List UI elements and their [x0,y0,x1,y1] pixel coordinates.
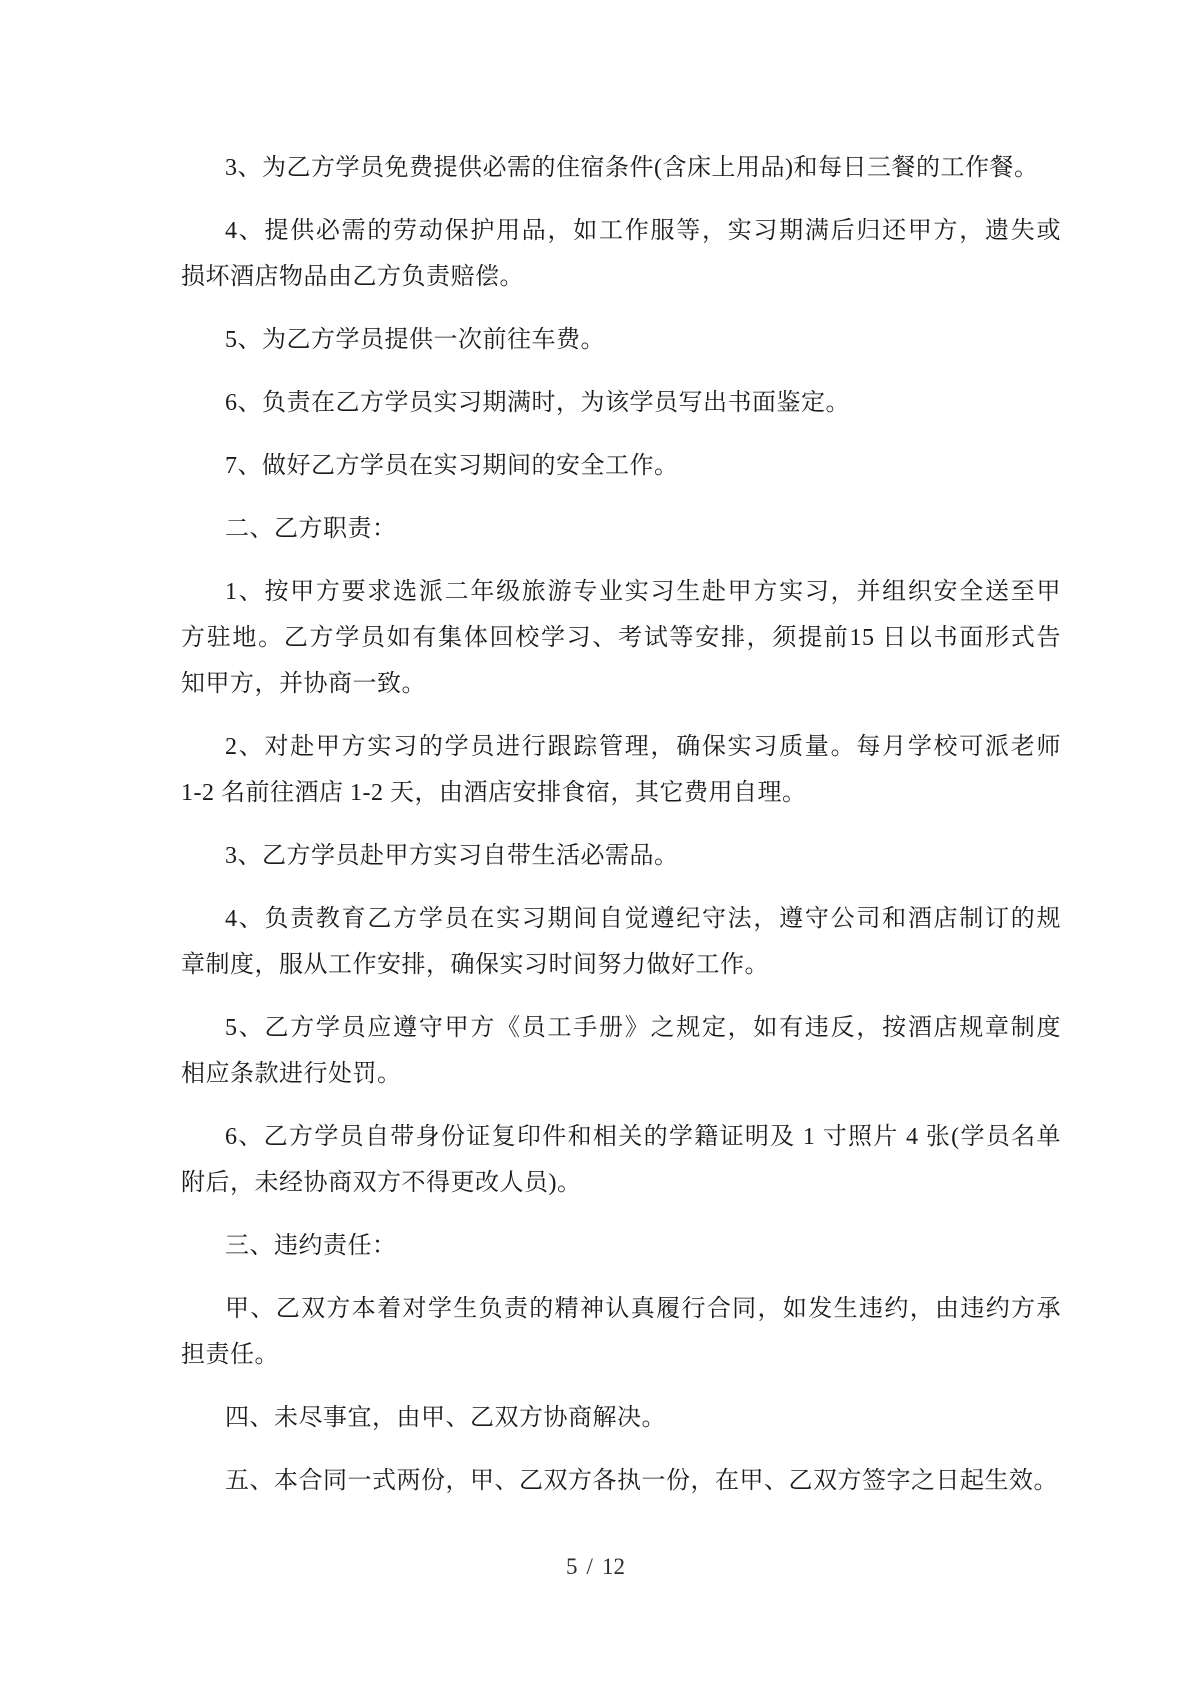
text-line: 三、违约责任： [225,1233,397,1259]
document-body [181,128,1061,1521]
text-line: 1-2 名前往酒店 1-2 天，由酒店安排食宿，其它费用自理。 [181,780,807,806]
text-line: 2、对赴甲方实习的学员进行跟踪管理，确保实习质量。每月学校可派老师 [225,734,1061,760]
paragraph [181,1286,1061,1378]
text-line: 5、乙方学员应遵守甲方《员工手册》之规定，如有违反，按酒店规章制度 [225,1015,1061,1041]
paragraph [181,506,1061,552]
paragraph [181,724,1061,816]
paragraph [181,380,1061,426]
paragraph [181,1114,1061,1206]
page-footer [0,1552,1191,1582]
text-line: 3、为乙方学员免费提供必需的住宿条件(含床上用品)和每日三餐的工作餐。 [225,155,1039,181]
text-line: 甲、乙双方本着对学生负责的精神认真履行合同，如发生违约，由违约方承 [225,1296,1061,1322]
paragraph [181,1223,1061,1269]
paragraph [181,896,1061,988]
paragraph [181,1395,1061,1441]
text-line: 担责任。 [181,1342,279,1368]
paragraph [181,833,1061,879]
paragraph [181,317,1061,363]
page-number-current: 5 [566,1554,578,1579]
page-number-separator: / [586,1554,593,1579]
paragraph [181,208,1061,300]
text-line: 6、乙方学员自带身份证复印件和相关的学籍证明及 1 寸照片 4 张(学员名单 [225,1124,1061,1150]
text-line: 损坏酒店物品由乙方负责赔偿。 [181,264,524,290]
text-line: 6、负责在乙方学员实习期满时，为该学员写出书面鉴定。 [225,390,850,416]
text-line: 章制度，服从工作安排，确保实习时间努力做好工作。 [181,952,769,978]
text-line: 7、做好乙方学员在实习期间的安全工作。 [225,453,679,479]
text-line: 4、提供必需的劳动保护用品，如工作服等，实习期满后归还甲方，遗失或 [225,218,1061,244]
text-line: 方驻地。乙方学员如有集体回校学习、考试等安排，须提前15 日以书面形式告 [181,625,1061,651]
text-line: 1、按甲方要求选派二年级旅游专业实习生赴甲方实习，并组织安全送至甲 [225,579,1061,605]
paragraph [181,569,1061,707]
text-line: 相应条款进行处罚。 [181,1061,402,1087]
text-line: 五、本合同一式两份，甲、乙双方各执一份，在甲、乙双方签字之日起生效。 [225,1468,1058,1494]
text-line: 附后，未经协商双方不得更改人员)。 [181,1170,582,1196]
paragraph [181,443,1061,489]
text-line: 3、乙方学员赴甲方实习自带生活必需品。 [225,843,679,869]
paragraph [181,145,1061,191]
paragraph [181,1458,1061,1504]
text-line: 5、为乙方学员提供一次前往车费。 [225,327,605,353]
paragraph [181,1005,1061,1097]
text-line: 二、乙方职责： [225,516,397,542]
text-line: 知甲方，并协商一致。 [181,671,426,697]
page-number-total: 12 [601,1554,625,1579]
text-line: 4、负责教育乙方学员在实习期间自觉遵纪守法，遵守公司和酒店制订的规 [225,906,1061,932]
text-line: 四、未尽事宜，由甲、乙双方协商解决。 [225,1405,666,1431]
